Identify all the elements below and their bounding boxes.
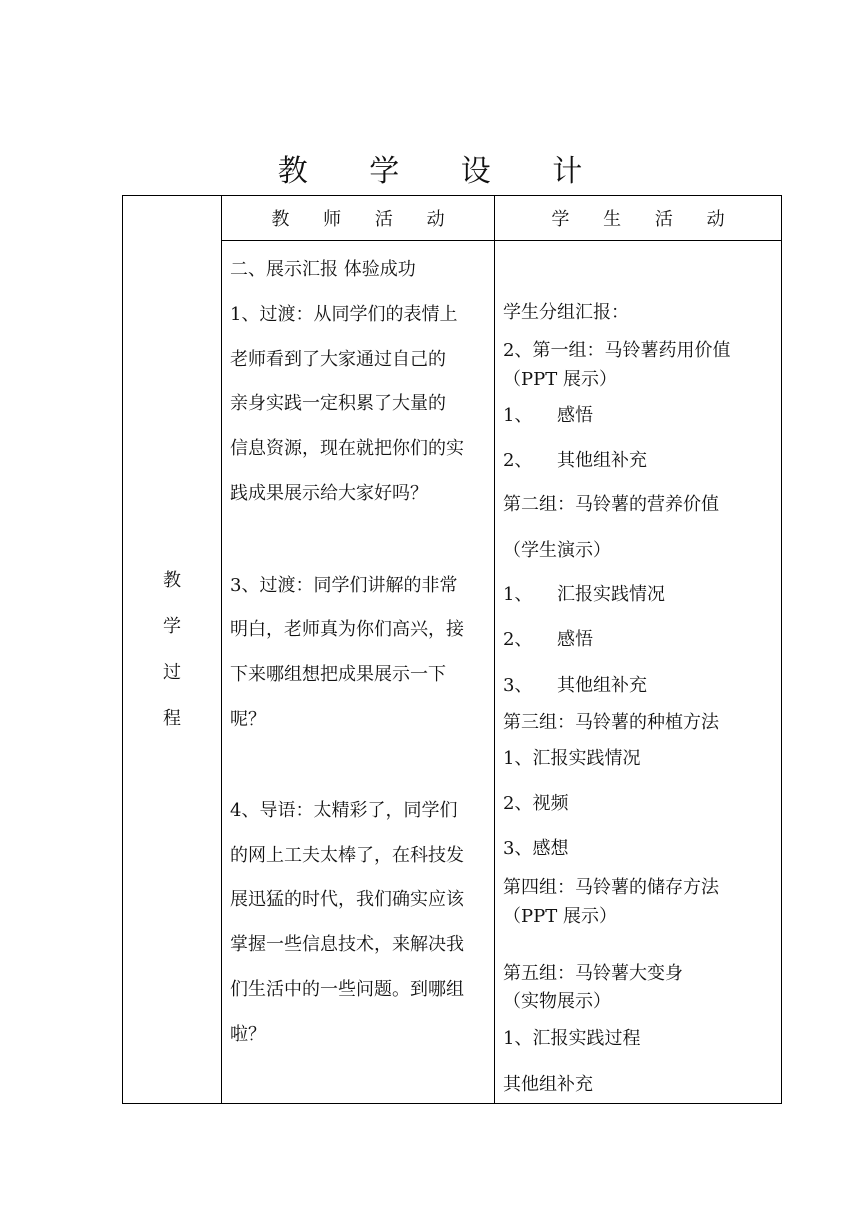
teacher-line: 掌握一些信息技术，来解决我	[230, 934, 464, 955]
teacher-line: 下来哪组想把成果展示一下	[230, 664, 446, 685]
teacher-line: 亲身实践一定积累了大量的	[230, 393, 446, 414]
student-line-number: 3、	[503, 675, 533, 696]
student-line: （PPT 展示）	[503, 906, 617, 927]
teacher-line: 1、过渡：从同学们的表情上	[230, 304, 458, 325]
document-title: 教 学 设 计	[277, 154, 609, 189]
student-line-number: 1、	[503, 405, 533, 426]
student-line: 感悟	[557, 405, 593, 426]
student-activity-cell	[495, 241, 782, 1104]
student-line: 2、第一组：马铃薯药用价值	[503, 340, 731, 361]
student-line-number: 2、	[503, 450, 533, 471]
student-line: 第五组：马铃薯大变身	[503, 963, 683, 984]
stage-cell	[123, 196, 222, 1104]
student-line: （PPT 展示）	[503, 369, 617, 390]
teacher-line: 展迅猛的时代，我们确实应该	[230, 889, 464, 910]
student-line-number: 2、	[503, 629, 533, 650]
teacher-line: 二、展示汇报 体验成功	[230, 259, 416, 280]
teacher-line: 呢？	[230, 709, 266, 730]
student-line: 3、感想	[503, 838, 569, 859]
teacher-line: 4、导语：太精彩了，同学们	[230, 800, 458, 821]
teacher-activity-cell	[222, 241, 495, 1104]
student-line: 汇报实践情况	[557, 584, 665, 605]
student-line: 1、汇报实践过程	[503, 1028, 641, 1049]
student-line: 其他组补充	[557, 675, 647, 696]
teacher-line: 信息资源，现在就把你们的实	[230, 438, 464, 459]
student-line: （实物展示）	[503, 991, 611, 1012]
stage-char: 过	[163, 661, 181, 683]
teacher-line: 3、过渡：同学们讲解的非常	[230, 575, 458, 596]
student-line: 感悟	[557, 629, 593, 650]
student-line: 2、视频	[503, 793, 569, 814]
student-line: 其他组补充	[503, 1074, 593, 1095]
student-line: 其他组补充	[557, 450, 647, 471]
teacher-activity-header: 教 师 活 动	[222, 196, 495, 241]
stage-char: 教	[163, 569, 181, 591]
teacher-line: 践成果展示给大家好吗？	[230, 483, 428, 504]
student-line-number: 1、	[503, 584, 533, 605]
student-line: （学生演示）	[503, 540, 611, 561]
teacher-line: 的网上工夫太棒了，在科技发	[230, 845, 464, 866]
stage-char: 学	[163, 615, 181, 637]
student-line: 第二组：马铃薯的营养价值	[503, 494, 719, 515]
student-line: 第三组：马铃薯的种植方法	[503, 712, 719, 733]
student-activity-header: 学 生 活 动	[495, 196, 782, 241]
lesson-design-table	[122, 195, 782, 1104]
student-line: 1、汇报实践情况	[503, 748, 641, 769]
teacher-line: 们生活中的一些问题。到哪组	[230, 979, 464, 1000]
teacher-line: 老师看到了大家通过自己的	[230, 349, 446, 370]
student-line: 第四组：马铃薯的储存方法	[503, 877, 719, 898]
teacher-line: 明白，老师真为你们高兴，接	[230, 619, 464, 640]
teacher-line: 啦？	[230, 1024, 266, 1045]
stage-char: 程	[163, 707, 181, 729]
student-line: 学生分组汇报：	[503, 302, 629, 323]
